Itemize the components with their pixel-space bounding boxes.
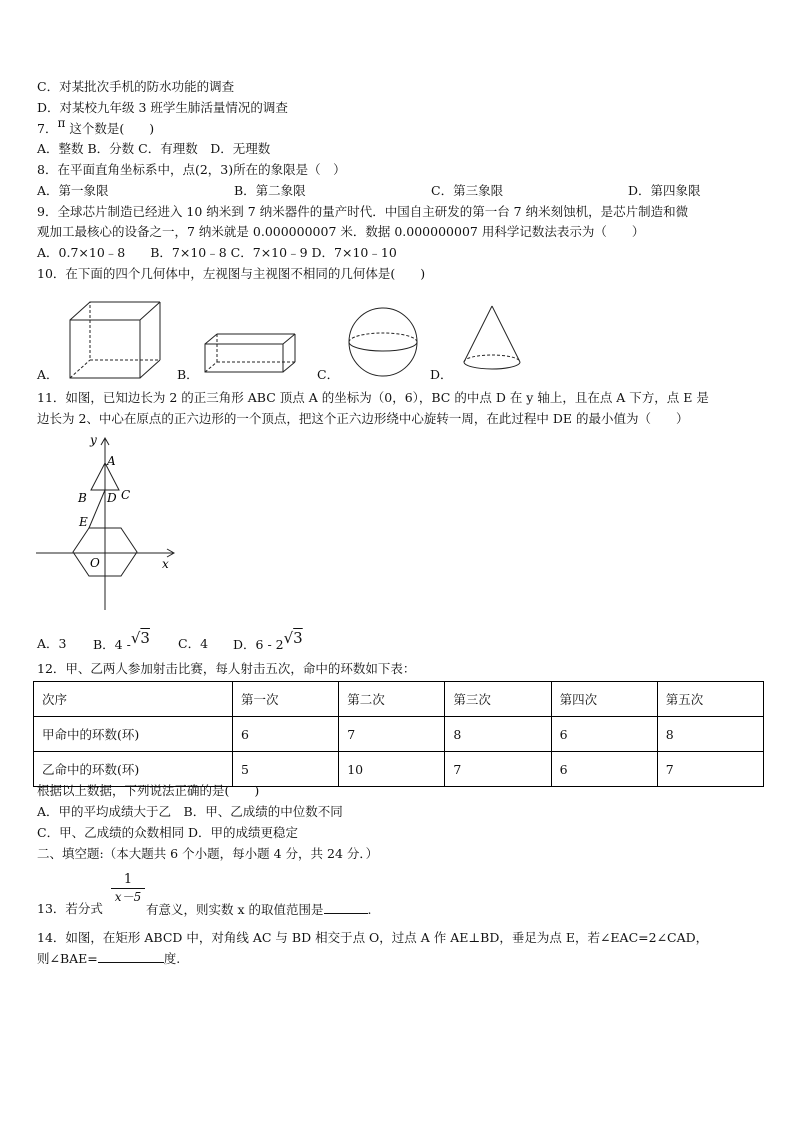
q11-option-d: D．6 - 2√3	[233, 629, 303, 652]
q9-line-1: 9．全球芯片制造已经进入 10 纳米到 7 纳米器件的量产时代．中国自主研发的第一台 7 纳米刻蚀机，是芯片制造和微	[37, 204, 689, 219]
q8-stem: 8．在平面直角坐标系中，点(2，3)所在的象限是（ ）	[37, 162, 346, 177]
table-cell: 7	[657, 752, 763, 787]
header-cell: 第三次	[445, 682, 551, 717]
fraction-numerator: 1	[123, 872, 133, 887]
q14-line-1: 14．如图，在矩形 ABCD 中，对角线 AC 与 BD 相交于点 O，过点 A 作 AE⊥BD，垂足为点 E，若∠EAC=2∠CAD，	[37, 930, 709, 945]
cube-figure	[68, 300, 168, 380]
q13-fraction	[111, 872, 145, 905]
q13-post-text: 有意义，则实数 x 的取值范围是	[146, 902, 324, 917]
header-cell: 第四次	[551, 682, 657, 717]
q11-option-c: C．4	[178, 636, 209, 651]
header-cell: 次序	[34, 682, 233, 717]
q11-option-b-text: B．4 -	[93, 637, 131, 652]
q10-option-d: D．	[430, 367, 453, 382]
label-o: O	[90, 556, 100, 570]
label-c: C	[121, 488, 131, 502]
q13-post	[146, 901, 371, 918]
q7-stem	[37, 116, 155, 137]
q7-text: 这个数是( )	[69, 121, 155, 136]
sphere-figure	[346, 306, 426, 378]
table-row	[34, 752, 764, 787]
q11-option-b: B．4 -√3	[93, 629, 150, 652]
q14-line-2-pre: 则∠BAE=	[37, 951, 98, 966]
q11-option-d-text: D．6 - 2	[233, 637, 284, 652]
header-cell: 第二次	[339, 682, 445, 717]
segment-de	[89, 490, 105, 528]
q11-coordinate-figure	[34, 430, 184, 614]
section-2-heading: 二、填空题:（本大题共 6 个小题，每小题 4 分，共 24 分．）	[37, 846, 379, 861]
q8-option-b: B．第二象限	[234, 183, 306, 198]
q12-after: 根据以上数据，下列说法正确的是( )	[37, 783, 260, 798]
q8-option-c: C．第三象限	[431, 183, 504, 198]
q8-option-a: A．第一象限	[37, 183, 109, 198]
label-d: D	[107, 491, 117, 505]
header-cell: 第五次	[657, 682, 763, 717]
score-table	[33, 681, 764, 787]
table-cell: 10	[339, 752, 445, 787]
q12-stem: 12．甲、乙两人参加射击比赛，每人射击五次，命中的环数如下表：	[37, 661, 416, 676]
sqrt3-b: 3	[140, 629, 150, 647]
label-x: x	[162, 557, 169, 571]
q10-option-b: B．	[177, 367, 199, 382]
table-cell: 7	[339, 717, 445, 752]
q14-line-2-post: 度.	[163, 951, 181, 966]
q8-option-d: D．第四象限	[628, 183, 701, 198]
label-a: A	[107, 454, 116, 468]
q12-options-cd: C．甲、乙成绩的众数相同 D．甲的成绩更稳定	[37, 825, 299, 840]
q11-line-1: 11．如图，已知边长为 2 的正三角形 ABC 顶点 A 的坐标为（0，6），BC 的中点 D 在 y 轴上，且在点 A 下方，点 E 是	[37, 390, 709, 405]
table-cell: 8	[657, 717, 763, 752]
label-b: B	[78, 491, 87, 505]
table-header-row	[34, 682, 764, 717]
q13-end: .	[367, 902, 372, 917]
q6-option-d: D．对某校九年级 3 班学生肺活量情况的调查	[37, 100, 288, 115]
q7-number: 7．	[37, 121, 58, 136]
pi-symbol: π	[57, 116, 66, 130]
q6-option-c: C．对某批次手机的防水功能的调查	[37, 79, 235, 94]
q11-line-2: 边长为 2、中心在原点的正六边形的一个顶点，把这个正六边形绕中心旋转一周，在此过程中 DE 的最小值为（ ）	[37, 411, 689, 426]
sqrt3-d: 3	[293, 629, 303, 647]
q10-option-a: A．	[37, 367, 59, 382]
table-row	[34, 717, 764, 752]
q13-pre: 13．若分式	[37, 901, 103, 916]
table-cell: 6	[551, 752, 657, 787]
table-cell: 7	[445, 752, 551, 787]
q14-line-2	[37, 950, 180, 967]
header-cell: 第一次	[233, 682, 339, 717]
table-cell: 6	[551, 717, 657, 752]
table-cell: 甲命中的环数(环)	[34, 717, 233, 752]
cuboid-figure	[203, 332, 303, 374]
q12-options-ab: A．甲的平均成绩大于乙 B．甲、乙成绩的中位数不同	[37, 804, 343, 819]
table-cell: 6	[233, 717, 339, 752]
label-y: y	[90, 433, 97, 447]
table-cell: 乙命中的环数(环)	[34, 752, 233, 787]
q10-option-c: C．	[317, 367, 340, 382]
q9-options: A．0.7×10﹣8 B．7×10﹣8 C．7×10﹣9 D．7×10﹣10	[37, 245, 397, 260]
q10-stem: 10．在下面的四个几何体中，左视图与主视图不相同的几何体是( )	[37, 266, 426, 281]
q14-answer-blank[interactable]	[98, 950, 164, 963]
q13-answer-blank[interactable]	[324, 901, 368, 914]
q9-line-2: 观加工最核心的设备之一，7 纳米就是 0.000000007 米．数据 0.000000007 用科学记数法表示为（ ）	[37, 224, 645, 239]
q7-options: A．整数 B．分数 C．有理数 D．无理数	[37, 141, 271, 156]
table-cell: 8	[445, 717, 551, 752]
label-e: E	[79, 515, 88, 529]
fraction-denominator: x－5	[111, 888, 145, 905]
q11-option-a: A．3	[37, 636, 67, 651]
table-cell: 5	[233, 752, 339, 787]
cone-figure	[460, 304, 524, 374]
